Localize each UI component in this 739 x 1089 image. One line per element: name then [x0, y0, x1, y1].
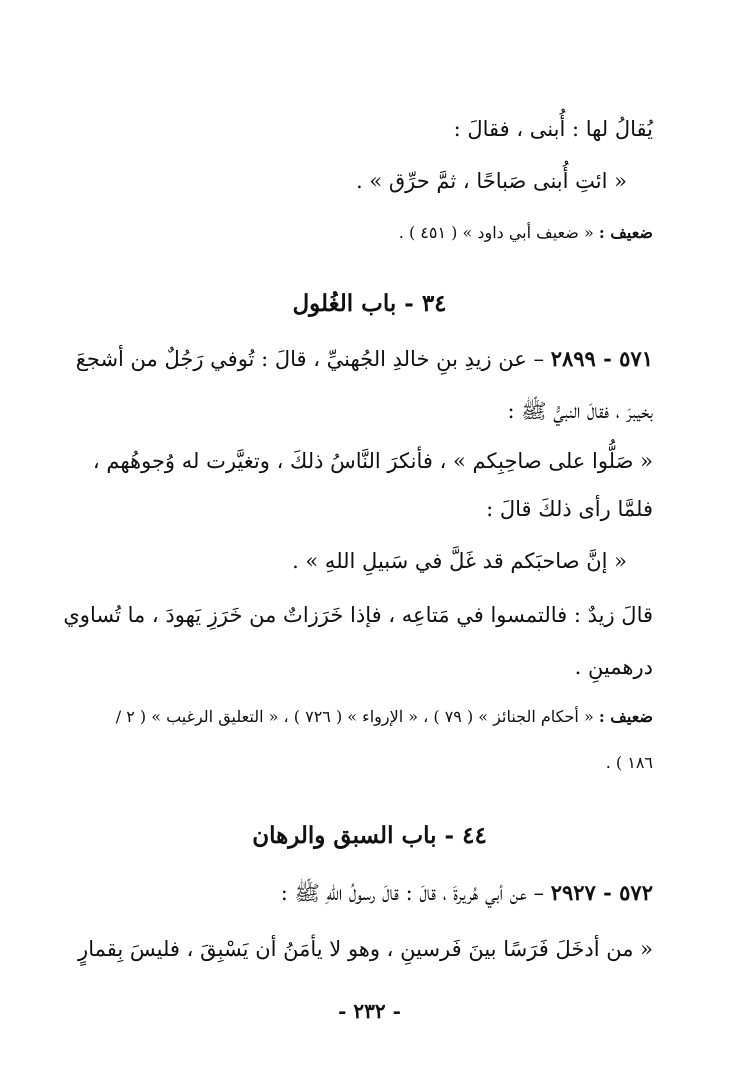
hadith-narration: – عن زيدِ بنِ خالدِ الجُهنيِّ ، قالَ : تُوفي رَجُلٌ من أشجعَ: [75, 347, 544, 371]
grading-line-2: [30, 700, 653, 734]
hadith-number: ٥٧٢ - ٢٩٢٧: [550, 880, 653, 905]
hadith-narration: – عن أبي هُريرةَ ، قالَ : قالَ رسولُ اللهِ ﷺ :: [280, 881, 544, 905]
hadith-572-line-1: [30, 876, 653, 910]
hadith-572-line-2: « من أدخَلَ فَرَسًا بينَ فَرسينِ ، وهو لا يأمَنُ أن يَسْبِقَ ، فليسَ بِقمارٍ: [78, 937, 653, 961]
hadith-571-line-2: بخيبرَ ، فقالَ النبيُّ ﷺ :: [507, 399, 653, 423]
chapter-heading-44: ٤٤ - باب السبق والرهان: [252, 822, 487, 849]
hadith-number: ٥٧١ - ٢٨٩٩: [550, 346, 653, 371]
grading-source: « ضعيف أبي داود » ( ٤٥١ ) .: [398, 223, 594, 242]
hadith-571-line-7: درهمينِ .: [574, 655, 653, 679]
hadith-571-line-1: [30, 342, 653, 376]
chapter-heading-34: ٣٤ - باب الغُلول: [292, 290, 447, 317]
hadith-571-line-4: فلمَّا رأى ذلكَ قالَ :: [486, 497, 653, 521]
grading-label: ضعيف :: [598, 223, 653, 242]
grading-source: « أحكام الجنائز » ( ٧٩ ) ، « الإرواء » ( ٧٢٦ ) ، « التعليق الرغيب » ( ٢ /: [115, 707, 594, 726]
hadith-571-line-5: « إنَّ صاحبَكم قد غَلَّ في سَبيلِ اللهِ » .: [292, 549, 627, 573]
grading-line-1: [30, 216, 653, 250]
grading-label: ضعيف :: [598, 707, 653, 726]
page-number: - ٢٣٢ -: [338, 999, 401, 1023]
text-line-1: يُقالُ لها : أُبنى ، فقالَ :: [453, 117, 653, 141]
hadith-571-line-3: « صَلُّوا على صاحِبِكم » ، فأنكرَ النَّاسُ ذلكَ ، وتغيَّرت له وُجوهُهم ،: [92, 449, 653, 473]
hadith-571-line-6: قالَ زيدٌ : فالتمسوا في مَتاعِه ، فإذا خَرَزاتٌ من خَرَزِ يَهودَ ، ما تُساوي: [63, 603, 653, 627]
hadith-text-line-2: « ائتِ أُبنى صَباحًا ، ثمَّ حرِّق » .: [355, 169, 627, 193]
grading-line-3: ١٨٦ ) .: [605, 753, 653, 772]
